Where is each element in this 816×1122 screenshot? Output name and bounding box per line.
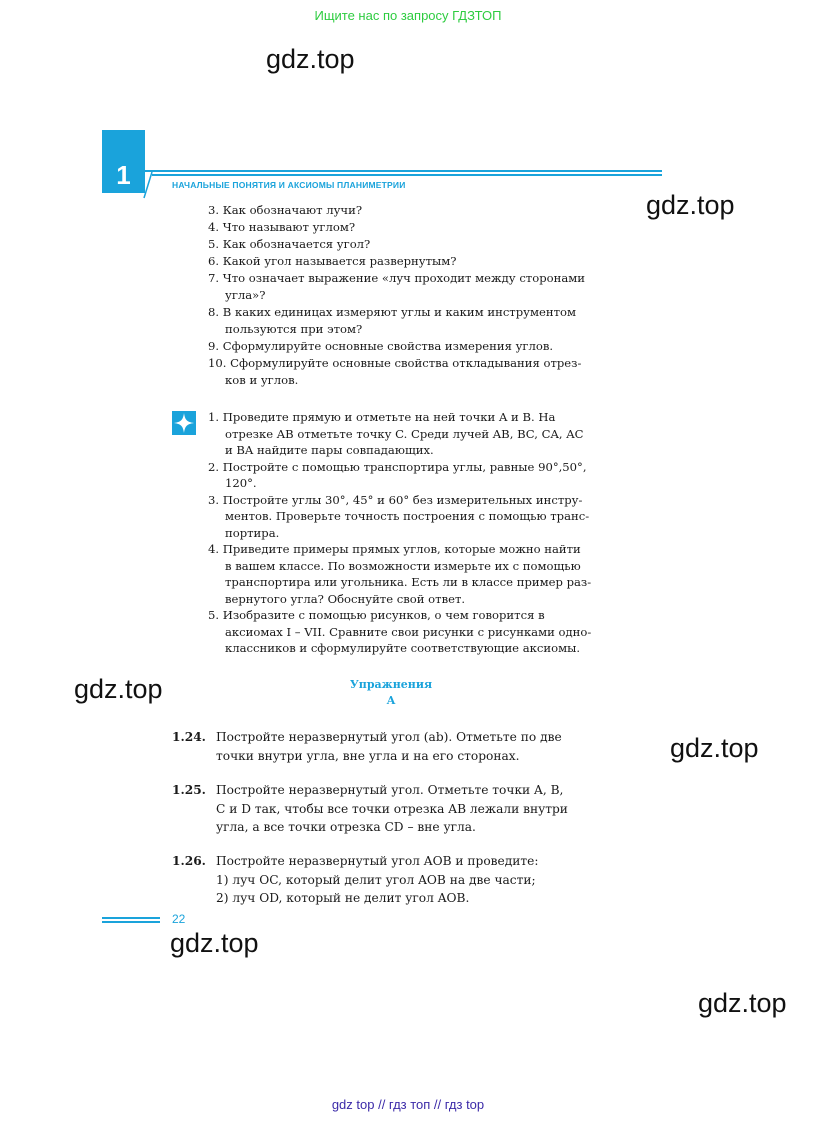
list-item: 10. Сформулируйте основные свойства откладывания отрез- ков и углов. — [208, 356, 582, 387]
exercise-item: 1.24. Постройте неразвернутый угол (ab). Отметьте по две точки внутри угла, вне угла и на его сторонах. — [172, 730, 562, 763]
header-rule — [152, 174, 662, 176]
watermark: gdz.top — [698, 988, 787, 1018]
chapter-number: 1 — [116, 160, 131, 190]
watermark: gdz.top — [170, 928, 259, 958]
page-number: 22 — [172, 912, 186, 926]
exercise-number: 1.25. — [172, 783, 206, 797]
watermark: gdz.top — [646, 190, 735, 220]
exercise-number: 1.24. — [172, 730, 206, 744]
exercise-item: 1.26. Постройте неразвернутый угол AOB и проведите: 1) луч OC, который делит угол AOB на две части; 2) луч OD, который не делит угол AOB. — [172, 854, 539, 905]
exercise-number: 1.26. — [172, 854, 206, 868]
list-item: 3. Постройте углы 30°, 45° и 60° без измерительных инстру- ментов. Проверьте точность построения с помощью транс- портира. — [208, 492, 590, 540]
list-item: 6. Какой угол называется развернутым? — [208, 254, 457, 268]
watermark: gdz.top — [266, 44, 355, 74]
search-banner: Ищите нас по запросу ГДЗТОП — [314, 8, 502, 23]
footer-rule — [102, 921, 160, 923]
star-icon — [172, 411, 196, 435]
header-rule — [145, 170, 662, 172]
list-item: 8. В каких единицах измеряют углы и каким инструментом пользуются при этом? — [208, 305, 576, 336]
list-item: 1. Проведите прямую и отметьте на ней точки A и B. На отрезке AB отметьте точку C. Среди лучей AB, BC, CA, AC и BA найдите пары совпадающих. — [208, 410, 584, 457]
watermark: gdz.top — [670, 733, 759, 763]
list-item: 7. Что означает выражение «луч проходит между сторонами угла»? — [208, 271, 585, 302]
chapter-title: НАЧАЛЬНЫЕ ПОНЯТИЯ И АКСИОМЫ ПЛАНИМЕТРИИ — [172, 180, 406, 190]
list-item: 2. Постройте с помощью транспортира углы, равные 90°,50°, 120°. — [208, 459, 587, 490]
list-item: 3. Как обозначают лучи? — [208, 203, 363, 217]
exercises-title: Упражнения — [349, 678, 433, 691]
question-list — [208, 202, 618, 389]
list-item: 4. Что называют углом? — [208, 220, 356, 234]
footer-links: gdz top // гдз топ // гдз top — [331, 1097, 485, 1112]
list-item: 5. Как обозначается угол? — [208, 237, 371, 251]
list-item: 4. Приведите примеры прямых углов, которые можно найти в вашем классе. По возможности измерьте их с помощью транспортира или угольника. Есть ли в классе пример раз- вернутого угла? Обоснуйте свой ответ. — [208, 542, 592, 606]
exercises-level: A — [386, 694, 396, 707]
footer-rule — [102, 917, 160, 919]
list-item: 9. Сформулируйте основные свойства измерения углов. — [208, 339, 554, 353]
header-slash — [140, 170, 160, 200]
list-item: 5. Изобразите с помощью рисунков, о чем говорится в аксиомах I – VII. Сравните свои рисунки с рисунками одно- классников и сформулируйте соответствующие аксиомы. — [208, 608, 592, 655]
exercise-item: 1.25. Постройте неразвернутый угол. Отметьте точки A, B, C и D так, чтобы все точки отрезка AB лежали внутри угла, а все точки отрезка CD – вне угла. — [172, 783, 568, 834]
task-list — [208, 409, 618, 657]
watermark: gdz.top — [74, 674, 163, 704]
